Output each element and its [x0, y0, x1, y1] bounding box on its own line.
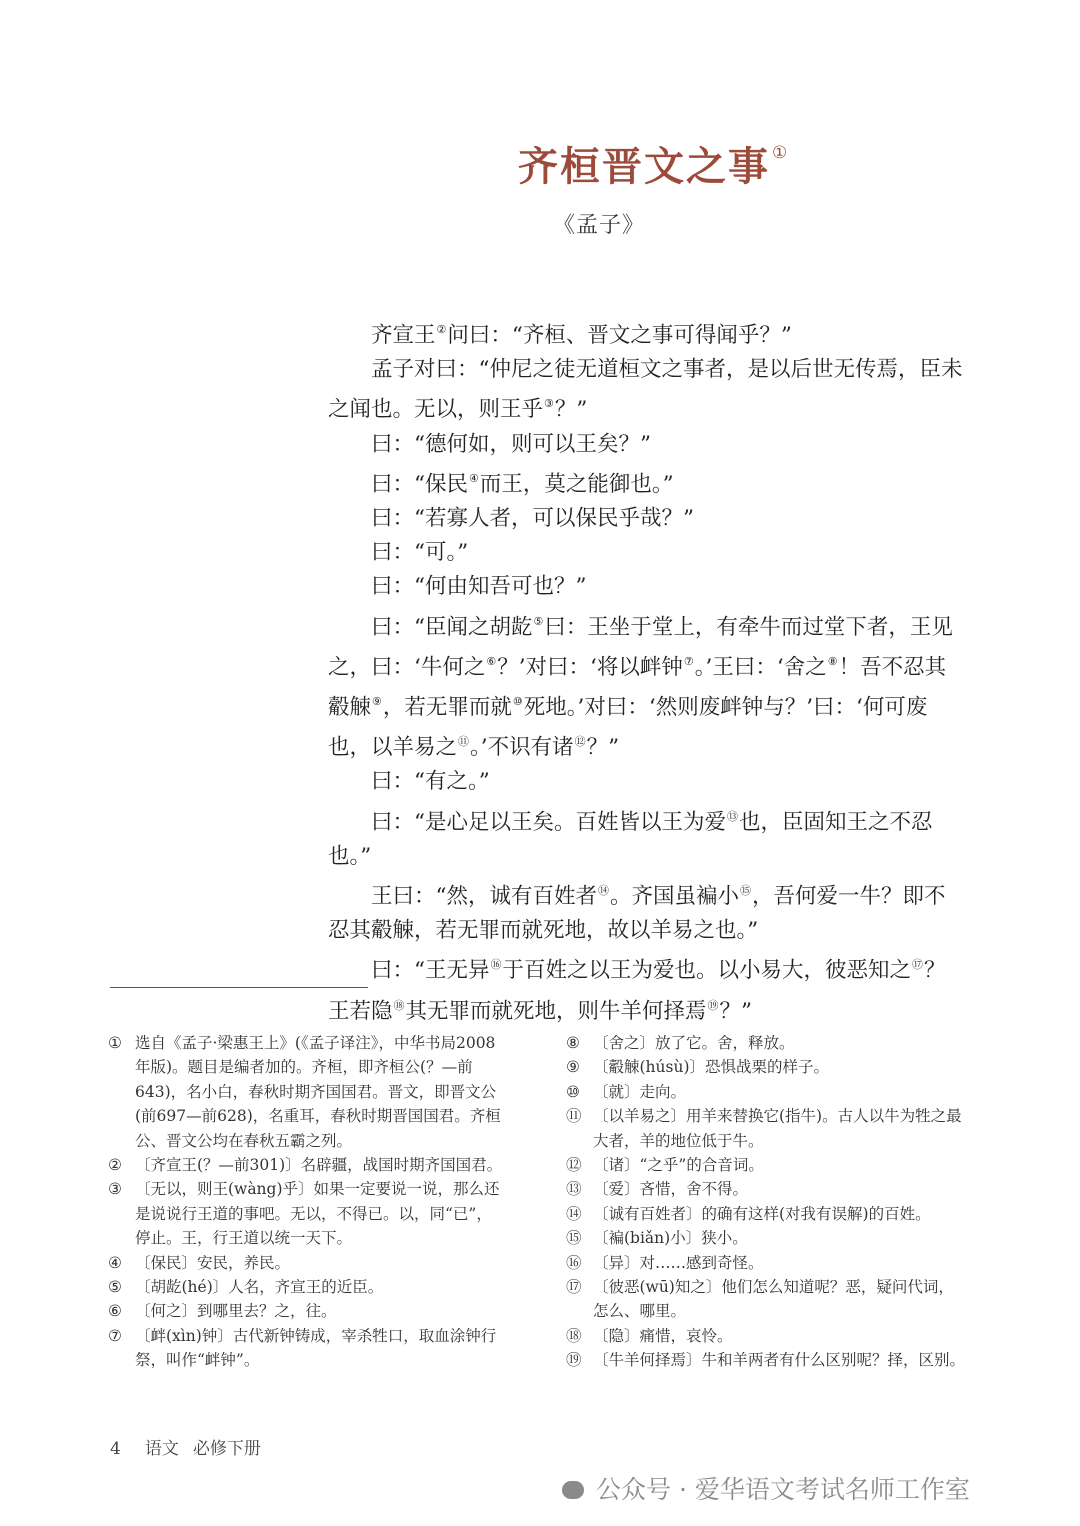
footnote-number: ② [108, 1156, 122, 1175]
paragraph-text: ？” [719, 998, 753, 1024]
page-footer [110, 1434, 261, 1459]
paragraph-text: 曰：“有之。” [371, 769, 490, 795]
footnote-text: 〔隐〕痛惜，哀怜。 [593, 1326, 733, 1345]
footnote [566, 1080, 966, 1104]
paragraph-text: 曰：“若寡人者，可以保民乎哉？” [371, 506, 694, 532]
footnote-ref: ⑱ [393, 998, 405, 1012]
footnote-ref: ④ [469, 471, 479, 485]
footnote [566, 1202, 966, 1226]
paragraph [328, 502, 964, 536]
paragraph-text: ，吾何爱一牛？即不忍其觳觫，若无罪而就死地，故以羊易之也。” [328, 884, 946, 944]
footnote-text: 〔觳觫(húsù)〕恐惧战栗的样子。 [593, 1058, 829, 1077]
footnote-text: 〔诚有百姓者〕的确有这样(对我有误解)的百姓。 [593, 1204, 931, 1223]
footnote-number: ③ [108, 1180, 122, 1199]
footnote [566, 1031, 966, 1055]
paragraph [328, 948, 964, 1028]
footnote-number: ⑩ [566, 1082, 580, 1101]
page-number: 4 [110, 1439, 121, 1459]
paragraph-text: 。齐国虽褊小 [610, 884, 740, 910]
footnote-number: ⑤ [108, 1278, 122, 1297]
paragraph-text: ？” [586, 735, 620, 761]
footnote [108, 1031, 503, 1153]
paragraph [328, 800, 964, 874]
paragraph-text: 死地。’对曰：‘然则废衅钟与？’曰：‘何可废也，以羊易之 [328, 695, 928, 761]
footnote-number: ⑧ [566, 1034, 580, 1052]
footnote-number: ⑭ [566, 1204, 582, 1223]
watermark [562, 1470, 970, 1506]
footnote-ref: ⑯ [490, 958, 502, 972]
footnote [566, 1104, 966, 1153]
footnote-text: 〔爱〕吝惜，舍不得。 [593, 1180, 749, 1199]
paragraph-text: 曰：“德何如，则可以王矣？” [371, 431, 651, 457]
paragraph-text: ？” [554, 397, 588, 423]
wechat-icon [562, 1481, 584, 1499]
paragraph [328, 462, 964, 502]
footnote [566, 1251, 966, 1275]
footnote-text: 〔齐宣王(？—前301)〕名辟疆，战国时期齐国国君。 [135, 1156, 503, 1175]
paragraph-text: 也，臣固知王之不忍也。” [328, 809, 933, 869]
footnote-text: 〔就〕走向。 [593, 1082, 687, 1101]
footnote-text: 〔以羊易之〕用羊来替换它(指牛)。古人以牛为牲之最大者，羊的地位低于牛。 [593, 1107, 962, 1150]
footnote [108, 1324, 503, 1373]
paragraph-text: 于百姓之以王为爱也。以小易大，彼恶知之 [502, 958, 912, 984]
footnote [108, 1275, 503, 1299]
footnote-ref: ⑬ [727, 809, 738, 823]
footnote-number: ⑰ [566, 1278, 582, 1297]
footnotes-right-column [566, 1031, 966, 1373]
footnote-number: ⑥ [108, 1302, 122, 1321]
footnote-text: 〔彼恶(wū)知之〕他们怎么知道呢？恶，疑问代词，怎么、哪里。 [593, 1278, 954, 1321]
paragraph-text: 王曰：“然，诚有百姓者 [371, 884, 597, 910]
paragraph-text: 。’不识有诸 [470, 735, 574, 761]
footnote-ref: ③ [544, 397, 554, 411]
footnote-number: ⑪ [566, 1107, 582, 1126]
paragraph-text: 曰：“王无异 [371, 958, 490, 984]
paragraph-text: ？’对曰：‘将以衅钟 [497, 654, 683, 680]
paragraph [328, 313, 964, 353]
footnote [566, 1348, 966, 1372]
source-label: 《孟子》 [553, 213, 646, 238]
footnote [108, 1177, 503, 1250]
paragraph-text: 。’王曰：‘舍之 [694, 654, 827, 680]
paragraph-text: 曰：王坐于堂上，有牵牛而过堂下者，王见之，曰：‘牛何之 [328, 614, 953, 680]
footnote-number: ⑮ [566, 1229, 582, 1248]
paragraph [328, 353, 964, 427]
footnote-ref: ⑫ [574, 735, 586, 749]
footnote-text: 〔衅(xìn)钟〕古代新钟铸成，宰杀牲口，取血涂钟行祭，叫作“衅钟”。 [135, 1326, 497, 1370]
page-title: 齐桓晋文之事 [518, 143, 770, 190]
footnote-text: 〔牛羊何择焉〕牛和羊两者有什么区别呢？择，区别。 [593, 1351, 966, 1370]
footnote-text: 〔褊(biǎn)小〕狭小。 [593, 1229, 748, 1248]
paragraph [328, 428, 964, 462]
paragraph-text: 孟子对曰：“仲尼之徒无道桓文之事者，是以后世无传焉，臣未之闻也。无以，则王乎 [328, 357, 963, 423]
footnote-number: ⑲ [566, 1351, 582, 1370]
footnote [566, 1275, 966, 1324]
footnote-text: 选自《孟子·梁惠王上》(《孟子译注》，中华书局2008年版)。题目是编者加的。齐桓，即齐桓公(？—前643)，名小白，春秋时期齐国国君。晋文，即晋文公(前697—前628)，名重耳，春秋时期晋国国君。齐桓公、晋文公均在春秋五霸之列。 [135, 1034, 501, 1150]
paragraph-text: ？王若隐 [328, 958, 946, 1024]
footnote-ref: ⑤ [533, 614, 544, 628]
footnote-number: ⑬ [566, 1180, 582, 1199]
volume-name: 必修下册 [192, 1439, 261, 1459]
title-block [518, 135, 787, 192]
title-footnote-mark: ① [772, 143, 788, 163]
footnote-ref: ⑨ [372, 695, 382, 709]
paragraph-text: 曰：“臣闻之胡龁 [371, 614, 533, 640]
footnote-ref: ⑦ [683, 654, 694, 668]
footnote-ref: ⑪ [458, 735, 470, 749]
footnote-number: ⑨ [566, 1058, 580, 1077]
footnote-text: 〔诸〕“之乎”的合音词。 [593, 1156, 764, 1175]
main-text [328, 313, 964, 1029]
paragraph [328, 765, 964, 799]
footnote-text: 〔胡龁(hé)〕人名，齐宣王的近臣。 [135, 1278, 384, 1297]
paragraph-text: 问曰：“齐桓、晋文之事可得闻乎？” [447, 323, 792, 348]
footnote-ref: ⑮ [740, 884, 752, 898]
footnote-ref: ⑲ [707, 998, 719, 1012]
paragraph-text: ！吾不忍其觳觫 [328, 654, 947, 721]
footnote-number: ⑱ [566, 1326, 582, 1345]
footnote-number: ④ [108, 1253, 122, 1272]
paragraph-text: 曰：“何由知吾可也？” [371, 574, 587, 600]
paragraph-text: 曰：“保民 [371, 471, 468, 497]
footnote [566, 1177, 966, 1201]
footnote [566, 1153, 966, 1177]
paragraph [328, 605, 964, 766]
footnote-text: 〔异〕对……感到奇怪。 [593, 1253, 764, 1272]
footnotes-left-column [108, 1031, 503, 1373]
footnote-text: 〔舍之〕放了它。舍，释放。 [593, 1034, 795, 1052]
paragraph [328, 874, 964, 948]
paragraph [328, 570, 964, 604]
footnote [108, 1299, 503, 1323]
paragraph [328, 536, 964, 570]
paragraph-text: ，若无罪而就 [382, 695, 512, 721]
footnote-ref: ⑥ [486, 654, 497, 668]
book-name: 语文 [144, 1439, 179, 1459]
footnote-text: 〔无以，则王(wàng)乎〕如果一定要说一说，那么还是说说行王道的事吧。无以，不得已。以，同“已”，停止。王，行王道以统一天下。 [135, 1180, 500, 1248]
footnote-divider [110, 987, 368, 988]
footnote-ref: ⑧ [827, 654, 838, 668]
paragraph-text: 其无罪而就死地，则牛羊何择焉 [405, 998, 707, 1024]
footnote [566, 1324, 966, 1348]
footnote-number: ⑦ [108, 1326, 122, 1345]
footnote-ref: ② [436, 323, 447, 336]
footnote-ref: ⑭ [598, 884, 609, 898]
footnote-ref: ⑰ [912, 958, 924, 972]
footnote-text: 〔保民〕安民，养民。 [135, 1253, 291, 1272]
paragraph-text: 曰：“是心足以王矣。百姓皆以王为爱 [371, 809, 726, 835]
footnote-number: ⑯ [566, 1253, 582, 1272]
footnote-number: ⑫ [566, 1156, 582, 1175]
watermark-text: 公众号 · 爱华语文考试名师工作室 [596, 1475, 970, 1504]
footnote [108, 1251, 503, 1275]
paragraph-text: 齐宣王 [371, 323, 436, 348]
paragraph-text: 曰：“可。” [371, 540, 469, 566]
footnote [108, 1153, 503, 1177]
footnote [566, 1226, 966, 1250]
footnote-ref: ⑩ [512, 695, 523, 709]
footnote-number: ① [108, 1034, 122, 1052]
footnote [566, 1055, 966, 1079]
paragraph-text: 而王，莫之能御也。” [479, 471, 674, 497]
footnote-text: 〔何之〕到哪里去？之，往。 [135, 1302, 337, 1321]
